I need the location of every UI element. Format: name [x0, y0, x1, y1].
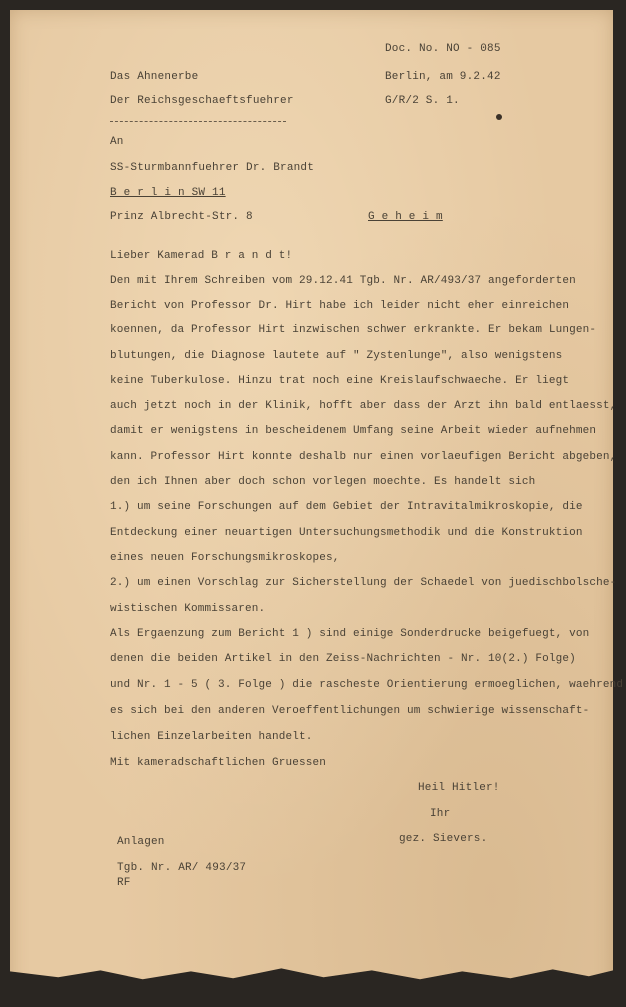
enclosures-label: Anlagen — [117, 836, 165, 848]
recipient-name: SS-Sturmbannfuehrer Dr. Brandt — [110, 162, 315, 174]
body-line: lichen Einzelarbeiten handelt. — [110, 731, 313, 743]
closing-ihr: Ihr — [430, 808, 451, 820]
signature: gez. Sievers. — [399, 833, 488, 845]
initials: RF — [117, 877, 131, 889]
organization-name: Das Ahnenerbe — [110, 71, 199, 83]
header-divider — [110, 121, 286, 122]
body-line: wistischen Kommissaren. — [110, 603, 266, 615]
body-line: 2.) um einen Vorschlag zur Sicherstellung der Schaedel von juedischbolsche- — [110, 577, 617, 589]
ink-mark — [496, 114, 502, 120]
closing-greeting: Heil Hitler! — [418, 782, 500, 794]
body-line: Als Ergaenzung zum Bericht 1 ) sind einige Sonderdrucke beigefuegt, von — [110, 628, 590, 640]
recipient-street: Prinz Albrecht-Str. 8 — [110, 211, 253, 223]
body-line: Mit kameradschaftlichen Gruessen — [110, 757, 327, 769]
body-line: kann. Professor Hirt konnte deshalb nur einen vorlaeufigen Bericht abgeben, — [110, 451, 617, 463]
document-number: Doc. No. NO - 085 — [385, 43, 501, 55]
body-line: Den mit Ihrem Schreiben vom 29.12.41 Tgb. Nr. AR/493/37 angeforderten — [110, 275, 576, 287]
recipient-city: B e r l i n SW 11 — [110, 187, 226, 199]
body-line: und Nr. 1 - 5 ( 3. Folge ) die rascheste Orientierung ermoeglichen, waehrend — [110, 679, 624, 691]
body-line: es sich bei den anderen Veroeffentlichungen um schwierige wissenschaft- — [110, 705, 590, 717]
body-line: 1.) um seine Forschungen auf dem Gebiet der Intravitalmikroskopie, die — [110, 501, 583, 513]
body-line: blutungen, die Diagnose lautete auf " Zystenlunge", also wenigstens — [110, 350, 563, 362]
body-line: Entdeckung einer neuartigen Untersuchungsmethodik und die Konstruktion — [110, 527, 583, 539]
body-line: eines neuen Forschungsmikroskopes, — [110, 552, 340, 564]
organization-title: Der Reichsgeschaeftsfuehrer — [110, 95, 294, 107]
body-line: auch jetzt noch in der Klinik, hofft aber dass der Arzt ihn bald entlaesst, — [110, 400, 617, 412]
body-line: Bericht von Professor Dr. Hirt habe ich leider nicht eher einreichen — [110, 300, 570, 312]
body-line: den ich Ihnen aber doch schon vorlegen moechte. Es handelt sich — [110, 476, 536, 488]
recipient-label: An — [110, 136, 124, 148]
body-line: denen die beiden Artikel in den Zeiss-Nachrichten - Nr. 10(2.) Folge) — [110, 653, 576, 665]
body-line: keine Tuberkulose. Hinzu trat noch eine Kreislaufschwaeche. Er liegt — [110, 375, 570, 387]
classification-stamp: G e h e i m — [368, 211, 443, 223]
body-line: koennen, da Professor Hirt inzwischen schwer erkrankte. Er bekam Lungen- — [110, 324, 597, 336]
reference-code: G/R/2 S. 1. — [385, 95, 460, 107]
place-date: Berlin, am 9.2.42 — [385, 71, 501, 83]
salutation: Lieber Kamerad B r a n d t! — [110, 250, 293, 262]
body-line: damit er wenigstens in bescheidenem Umfang seine Arbeit wieder aufnehmen — [110, 425, 597, 437]
journal-number: Tgb. Nr. AR/ 493/37 — [117, 862, 247, 874]
